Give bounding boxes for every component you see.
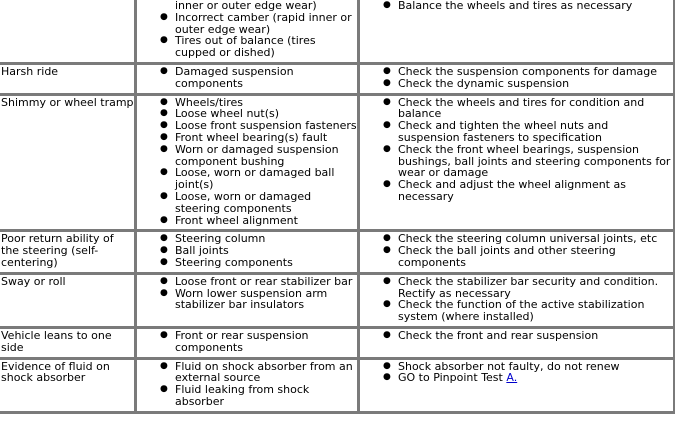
table-row <box>0 65 675 96</box>
possible-cause-cell <box>137 232 360 274</box>
cause-list <box>137 233 357 268</box>
action-text: Check the front wheel bearings, suspension bushings, ball joints and steering components for wear or damage <box>398 142 671 180</box>
cause-list <box>137 330 357 354</box>
cause-item: ● Loose front or rear stabilizer bar <box>137 276 357 288</box>
action-item <box>360 299 673 323</box>
cause-item: ● Tires out of balance (tires cupped or dished) <box>137 35 357 59</box>
action-cell <box>360 0 675 65</box>
action-text: Check the wheels and tires for condition and balance <box>398 95 645 121</box>
action-cell <box>360 275 675 329</box>
action-text: Shock absorber not faulty, do not renew <box>398 359 620 373</box>
cause-item: ● Front or rear suspension components <box>137 330 357 354</box>
symptom-cell: Vehicle leans to one side <box>0 329 137 360</box>
action-text: Check the front and rear suspension <box>398 328 599 342</box>
action-cell <box>360 329 675 360</box>
cause-item: ● Ball joints <box>137 245 357 257</box>
cause-item: ● Worn or damaged suspension component bushing <box>137 144 357 168</box>
cause-item: ● Steering column <box>137 233 357 245</box>
cause-item: inner or outer edge wear) <box>175 0 317 12</box>
action-item <box>360 372 673 384</box>
possible-cause-cell <box>137 360 360 414</box>
cause-item: ● Loose, worn or damaged ball joint(s) <box>137 167 357 191</box>
cause-item: ● Steering components <box>137 257 357 269</box>
cause-item: ● Loose front suspension fasteners <box>137 120 357 132</box>
table-row <box>0 232 675 274</box>
cause-item: ● Loose wheel nut(s) <box>137 108 357 120</box>
cause-list <box>137 97 357 227</box>
cause-item: ● Fluid leaking from shock absorber <box>137 384 357 408</box>
symptom-cell: Poor return ability of the steering (self-centering) <box>0 232 137 274</box>
cause-item: ● Wheels/tires <box>137 97 357 109</box>
table-row <box>0 96 675 233</box>
table-row <box>0 0 675 65</box>
action-item <box>360 179 673 203</box>
action-list <box>360 330 673 342</box>
symptom-cell: Harsh ride <box>0 65 137 96</box>
table-row <box>0 360 675 414</box>
action-item <box>360 245 673 269</box>
possible-cause-cell <box>137 329 360 360</box>
cause-item: ● Front wheel alignment <box>137 215 357 227</box>
possible-cause-cell <box>137 275 360 329</box>
possible-cause-cell <box>137 96 360 233</box>
action-text: Check and adjust the wheel alignment as necessary <box>398 178 626 203</box>
action-text: Check the function of the active stabilization system (where installed) <box>398 298 645 324</box>
action-text: Check the steering column universal joints, etc <box>398 232 658 246</box>
action-text: GO to Pinpoint Test <box>398 371 507 385</box>
action-list <box>360 66 673 90</box>
symptom-cell <box>0 0 137 65</box>
action-item <box>360 144 673 179</box>
possible-cause-cell <box>137 65 360 96</box>
action-text: Balance the wheels and tires as necessary <box>398 0 633 12</box>
possible-cause-cell <box>137 0 360 65</box>
action-list <box>360 361 673 385</box>
action-cell <box>360 360 675 414</box>
pinpoint-test-link[interactable]: A. <box>506 371 518 385</box>
action-item <box>360 330 673 342</box>
table-row <box>0 275 675 329</box>
action-list <box>360 233 673 268</box>
cause-list <box>137 361 357 408</box>
cause-item: ● Damaged suspension components <box>137 66 357 90</box>
action-list <box>360 97 673 203</box>
action-text: Check the suspension components for damage <box>398 64 658 78</box>
cause-item: ● Incorrect camber (rapid inner or outer edge wear) <box>137 12 357 36</box>
action-list <box>360 276 673 323</box>
cause-item: ● Loose, worn or damaged steering components <box>137 191 357 215</box>
table-row <box>0 329 675 360</box>
action-item <box>360 97 673 121</box>
action-list <box>360 0 673 12</box>
action-cell <box>360 96 675 233</box>
action-item <box>360 78 673 90</box>
action-cell <box>360 65 675 96</box>
symptom-cell: Evidence of fluid on shock absorber <box>0 360 137 414</box>
action-item <box>360 0 673 12</box>
cause-item: ● Front wheel bearing(s) fault <box>137 132 357 144</box>
symptom-cell: Sway or roll <box>0 275 137 329</box>
action-text: Check the dynamic suspension <box>398 76 570 90</box>
cause-item: ● Worn lower suspension arm stabilizer bar insulators <box>137 288 357 312</box>
symptom-cell: Shimmy or wheel tramp <box>0 96 137 233</box>
action-item <box>360 120 673 144</box>
cause-list <box>137 276 357 311</box>
cause-list <box>137 0 357 59</box>
action-text: Check the ball joints and other steering components <box>398 244 616 269</box>
action-cell <box>360 232 675 274</box>
cause-item: ● Fluid on shock absorber from an external source <box>137 361 357 385</box>
action-text: Check the stabilizer bar security and condition. Rectify as necessary <box>398 274 659 300</box>
action-text: Check and tighten the wheel nuts and suspension fasteners to specification <box>398 119 609 144</box>
cause-list <box>137 66 357 90</box>
action-item <box>360 276 673 300</box>
